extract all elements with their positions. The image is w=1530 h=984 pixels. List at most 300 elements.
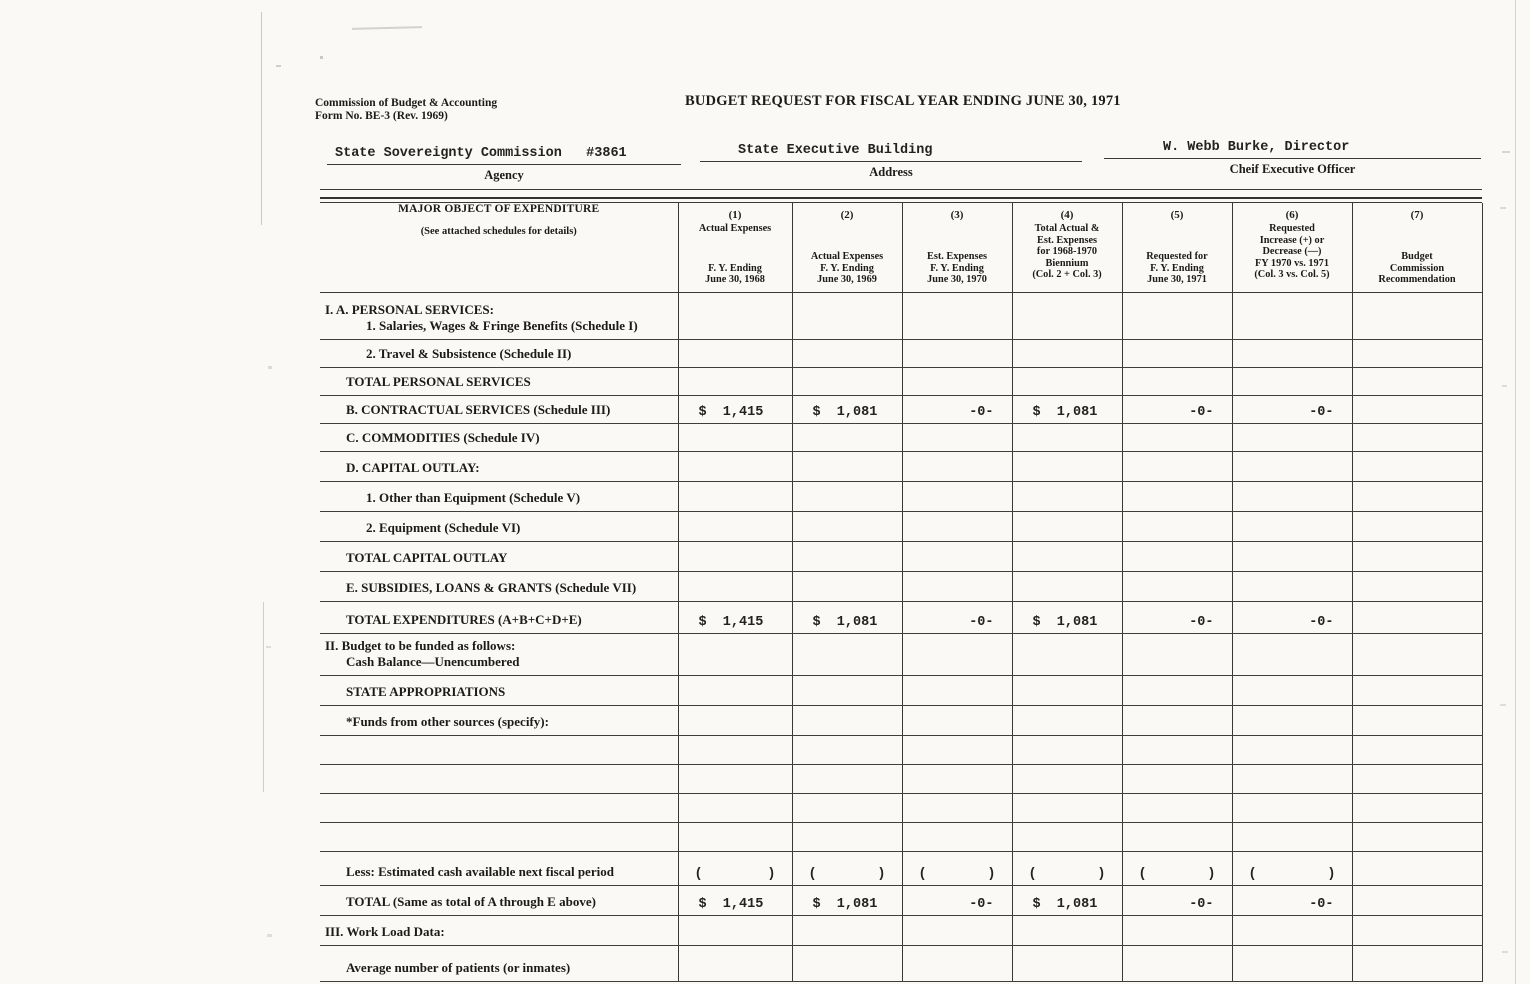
paren-entry: ( ) — [808, 867, 886, 882]
value-cell — [902, 823, 1012, 852]
paren-entry: ( ) — [1138, 867, 1216, 882]
value-cell — [902, 340, 1012, 368]
typed-amount: $ 1,081 — [1032, 405, 1098, 420]
value-cell — [1012, 765, 1122, 794]
value-cell — [678, 452, 792, 482]
value-cell — [792, 396, 902, 424]
value-cell — [678, 946, 792, 982]
paren-entry: ( ) — [1028, 867, 1106, 882]
column-header-line: (Col. 2 + Col. 3) — [1032, 269, 1102, 281]
agency-underline — [327, 164, 681, 165]
column-header-line: F. Y. Ending — [930, 262, 984, 274]
value-cell — [678, 542, 792, 572]
value-cell — [1122, 512, 1232, 542]
row-label-cell — [320, 424, 678, 452]
table-row — [320, 340, 1482, 368]
table-row — [320, 512, 1482, 542]
value-cell — [1122, 634, 1232, 676]
value-cell — [1012, 542, 1122, 572]
typed-amount: -0- — [969, 897, 994, 912]
value-cell — [678, 396, 792, 424]
value-cell — [1122, 916, 1232, 946]
column-header-line: FY 1970 vs. 1971 — [1255, 257, 1329, 269]
table-row — [320, 602, 1482, 634]
value-cell — [1352, 794, 1482, 823]
budget-table-body — [320, 293, 1482, 982]
value-cell — [792, 736, 902, 765]
column-header-2 — [792, 203, 902, 293]
column-number: (3) — [950, 209, 964, 221]
value-cell — [1012, 946, 1122, 982]
value-cell — [1012, 452, 1122, 482]
value-cell — [792, 602, 902, 634]
value-cell — [1012, 886, 1122, 916]
value-cell — [792, 946, 902, 982]
table-header-row — [320, 203, 1482, 293]
value-cell — [1232, 572, 1352, 602]
row-label-cell — [320, 852, 678, 886]
row-label: 2. Travel & Subsistence (Schedule II) — [366, 345, 572, 361]
row-label: STATE APPROPRIATIONS — [346, 683, 506, 699]
scan-artifact — [352, 26, 422, 30]
value-cell — [792, 293, 902, 340]
address-value: State Executive Building — [738, 143, 933, 158]
value-cell — [902, 794, 1012, 823]
value-cell — [902, 396, 1012, 424]
value-cell — [1232, 794, 1352, 823]
value-cell — [792, 823, 902, 852]
value-cell — [678, 886, 792, 916]
scan-artifact — [263, 602, 264, 792]
value-cell — [1122, 602, 1232, 634]
row-label-cell — [320, 368, 678, 396]
value-cell — [902, 602, 1012, 634]
value-cell — [792, 482, 902, 512]
row-label: II. Budget to be funded as follows: — [325, 638, 516, 654]
column-header-4 — [1012, 203, 1122, 293]
row-label: TOTAL PERSONAL SERVICES — [346, 373, 531, 389]
row-label: Cash Balance—Unencumbered — [346, 653, 520, 669]
scan-artifact — [1502, 951, 1508, 953]
value-cell — [1122, 794, 1232, 823]
value-cell — [792, 452, 902, 482]
column-number: (6) — [1285, 209, 1299, 221]
value-cell — [1232, 340, 1352, 368]
column-header-line: Est. Expenses — [926, 251, 988, 263]
typed-amount: $ 1,081 — [1032, 897, 1098, 912]
expenditure-header-title: MAJOR OBJECT OF EXPENDITURE — [398, 203, 600, 215]
value-cell — [1012, 368, 1122, 396]
typed-amount: -0- — [1309, 615, 1334, 630]
typed-amount: $ 1,081 — [812, 615, 878, 630]
value-cell — [1352, 602, 1482, 634]
value-cell — [678, 512, 792, 542]
value-cell — [1122, 424, 1232, 452]
value-cell — [1232, 852, 1352, 886]
value-cell — [1232, 512, 1352, 542]
row-label-cell — [320, 765, 678, 794]
table-row — [320, 794, 1482, 823]
budget-table-wrapper — [320, 197, 1482, 982]
row-label-cell — [320, 706, 678, 736]
value-cell — [1122, 452, 1232, 482]
typed-amount: $ 1,081 — [812, 405, 878, 420]
column-header-6 — [1232, 203, 1352, 293]
value-cell — [1232, 424, 1352, 452]
value-cell — [1012, 706, 1122, 736]
column-header-line: Actual Expenses — [810, 251, 884, 263]
value-cell — [1352, 634, 1482, 676]
value-cell — [678, 823, 792, 852]
scan-artifact — [1502, 385, 1507, 387]
column-header-line: Requested — [1269, 223, 1315, 234]
value-cell — [1232, 368, 1352, 396]
typed-amount: -0- — [1309, 897, 1334, 912]
value-cell — [792, 340, 902, 368]
value-cell — [1122, 482, 1232, 512]
value-cell — [1352, 542, 1482, 572]
row-label-cell — [320, 542, 678, 572]
form-number-line: Form No. BE-3 (Rev. 1969) — [315, 109, 448, 122]
value-cell — [1232, 482, 1352, 512]
column-header-3 — [902, 203, 1012, 293]
column-header-line: Budget — [1401, 251, 1433, 263]
value-cell — [1012, 634, 1122, 676]
table-row — [320, 368, 1482, 396]
row-label: *Funds from other sources (specify): — [346, 713, 549, 729]
value-cell — [1122, 293, 1232, 340]
value-cell — [902, 368, 1012, 396]
value-cell — [678, 706, 792, 736]
value-cell — [1012, 916, 1122, 946]
row-label: D. CAPITAL OUTLAY: — [346, 459, 480, 475]
scan-artifact — [1500, 207, 1506, 209]
row-label: 2. Equipment (Schedule VI) — [366, 519, 521, 535]
scan-artifact — [1502, 151, 1510, 153]
value-cell — [1352, 452, 1482, 482]
value-cell — [902, 676, 1012, 706]
row-label-cell — [320, 396, 678, 424]
value-cell — [1122, 368, 1232, 396]
form-identification — [315, 97, 497, 122]
column-header-line: Biennium — [1045, 257, 1089, 269]
table-row — [320, 916, 1482, 946]
value-cell — [678, 424, 792, 452]
table-row — [320, 886, 1482, 916]
value-cell — [1012, 736, 1122, 765]
value-cell — [1352, 765, 1482, 794]
column-header-line: June 30, 1968 — [705, 274, 765, 286]
value-cell — [1012, 602, 1122, 634]
header-separator-line — [320, 189, 1482, 190]
value-cell — [902, 293, 1012, 340]
typed-amount: -0- — [1189, 615, 1214, 630]
table-row — [320, 676, 1482, 706]
column-number: (5) — [1170, 209, 1184, 221]
officer-label: Cheif Executive Officer — [1229, 162, 1356, 176]
value-cell — [1232, 542, 1352, 572]
value-cell — [678, 293, 792, 340]
row-label: 1. Other than Equipment (Schedule V) — [366, 489, 581, 505]
value-cell — [1352, 676, 1482, 706]
value-cell — [1122, 765, 1232, 794]
value-cell — [1352, 852, 1482, 886]
value-cell — [1122, 542, 1232, 572]
row-label-cell — [320, 512, 678, 542]
table-row — [320, 452, 1482, 482]
row-label-cell — [320, 340, 678, 368]
value-cell — [792, 676, 902, 706]
value-cell — [792, 512, 902, 542]
column-header-line: F. Y. Ending — [820, 262, 874, 274]
value-cell — [1122, 706, 1232, 736]
value-cell — [1012, 676, 1122, 706]
table-row — [320, 572, 1482, 602]
value-cell — [1232, 634, 1352, 676]
column-header-line: Increase (+) or — [1259, 234, 1325, 246]
column-header-line: F. Y. Ending — [1150, 262, 1204, 274]
value-cell — [678, 602, 792, 634]
value-cell — [792, 368, 902, 396]
value-cell — [678, 736, 792, 765]
value-cell — [1122, 823, 1232, 852]
value-cell — [1232, 916, 1352, 946]
table-row — [320, 634, 1482, 676]
value-cell — [1352, 916, 1482, 946]
value-cell — [792, 542, 902, 572]
value-cell — [678, 765, 792, 794]
scan-artifact — [276, 65, 281, 67]
value-cell — [678, 916, 792, 946]
column-header-line: (Col. 3 vs. Col. 5) — [1254, 269, 1330, 281]
column-number: (4) — [1060, 209, 1074, 221]
address-label: Address — [869, 165, 913, 179]
value-cell — [1352, 706, 1482, 736]
column-header-line: Recommendation — [1378, 274, 1456, 286]
row-label-cell — [320, 886, 678, 916]
value-cell — [1012, 293, 1122, 340]
value-cell — [1012, 396, 1122, 424]
typed-amount: $ 1,081 — [1032, 615, 1098, 630]
value-cell — [1352, 512, 1482, 542]
value-cell — [1012, 340, 1122, 368]
table-row — [320, 736, 1482, 765]
column-number: (7) — [1410, 209, 1424, 221]
value-cell — [902, 424, 1012, 452]
value-cell — [1232, 823, 1352, 852]
value-cell — [1122, 886, 1232, 916]
value-cell — [1122, 396, 1232, 424]
value-cell — [792, 852, 902, 886]
value-cell — [1352, 340, 1482, 368]
row-label-cell — [320, 293, 678, 340]
value-cell — [902, 482, 1012, 512]
table-row — [320, 765, 1482, 794]
value-cell — [1122, 340, 1232, 368]
table-row — [320, 424, 1482, 452]
value-cell — [902, 946, 1012, 982]
row-label: TOTAL EXPENDITURES (A+B+C+D+E) — [346, 611, 582, 627]
value-cell — [678, 572, 792, 602]
value-cell — [792, 916, 902, 946]
row-label: E. SUBSIDIES, LOANS & GRANTS (Schedule VII) — [346, 579, 637, 595]
form-title: BUDGET REQUEST FOR FISCAL YEAR ENDING JUNE 30, 1971 — [685, 93, 1121, 109]
value-cell — [678, 634, 792, 676]
value-cell — [1012, 823, 1122, 852]
value-cell — [902, 572, 1012, 602]
column-header-line: for 1968-1970 — [1036, 246, 1098, 258]
agency-value: State Sovereignty Commission #3861 — [335, 146, 627, 161]
value-cell — [902, 852, 1012, 886]
row-label: 1. Salaries, Wages & Fringe Benefits (Schedule I) — [366, 317, 638, 333]
value-cell — [678, 676, 792, 706]
value-cell — [1122, 676, 1232, 706]
value-cell — [1352, 368, 1482, 396]
row-label-cell — [320, 794, 678, 823]
table-row — [320, 396, 1482, 424]
row-label: III. Work Load Data: — [325, 923, 445, 939]
column-header-line: June 30, 1969 — [817, 274, 877, 286]
value-cell — [678, 340, 792, 368]
form-source-line: Commission of Budget & Accounting — [315, 97, 498, 109]
paren-entry: ( ) — [694, 867, 776, 882]
value-cell — [1012, 512, 1122, 542]
value-cell — [1352, 823, 1482, 852]
scan-artifact — [266, 646, 271, 648]
value-cell — [1352, 424, 1482, 452]
value-cell — [792, 765, 902, 794]
scan-artifact — [261, 12, 262, 225]
column-header-line: Commission — [1389, 262, 1445, 274]
typed-amount: -0- — [1189, 897, 1214, 912]
value-cell — [792, 572, 902, 602]
value-cell — [1352, 293, 1482, 340]
value-cell — [902, 634, 1012, 676]
typed-amount: $ 1,415 — [698, 897, 764, 912]
column-number: (2) — [840, 209, 854, 221]
value-cell — [1122, 572, 1232, 602]
column-header-line: Decrease (—) — [1262, 246, 1322, 258]
value-cell — [1232, 736, 1352, 765]
value-cell — [1232, 396, 1352, 424]
officer-underline — [1104, 158, 1481, 159]
value-cell — [1122, 946, 1232, 982]
scan-artifact — [1500, 704, 1506, 706]
row-label: B. CONTRACTUAL SERVICES (Schedule III) — [346, 401, 611, 417]
column-header-line: June 30, 1971 — [1147, 274, 1207, 286]
value-cell — [678, 482, 792, 512]
value-cell — [902, 512, 1012, 542]
typed-amount: $ 1,415 — [698, 615, 764, 630]
typed-amount: $ 1,415 — [698, 405, 764, 420]
value-cell — [792, 794, 902, 823]
value-cell — [1352, 482, 1482, 512]
value-cell — [1352, 886, 1482, 916]
typed-amount: $ 1,081 — [812, 897, 878, 912]
value-cell — [1232, 706, 1352, 736]
value-cell — [1012, 572, 1122, 602]
row-label-cell — [320, 482, 678, 512]
row-label: Average number of patients (or inmates) — [346, 959, 571, 975]
value-cell — [792, 886, 902, 916]
row-label-cell — [320, 823, 678, 852]
value-cell — [902, 736, 1012, 765]
typed-amount: -0- — [1309, 405, 1334, 420]
value-cell — [1232, 602, 1352, 634]
paren-entry: ( ) — [1248, 867, 1336, 882]
value-cell — [902, 452, 1012, 482]
column-header-line: Requested for — [1146, 251, 1208, 263]
officer-value: W. Webb Burke, Director — [1163, 140, 1350, 155]
value-cell — [678, 368, 792, 396]
scan-artifact — [320, 56, 323, 59]
table-row — [320, 946, 1482, 982]
scan-artifact — [1515, 0, 1516, 984]
value-cell — [792, 706, 902, 736]
value-cell — [1012, 482, 1122, 512]
table-row — [320, 852, 1482, 886]
agency-label: Agency — [484, 168, 524, 182]
value-cell — [1352, 946, 1482, 982]
address-underline — [700, 161, 1082, 162]
value-cell — [1352, 736, 1482, 765]
column-header-line: Est. Expenses — [1036, 234, 1098, 246]
value-cell — [1012, 852, 1122, 886]
value-cell — [902, 765, 1012, 794]
value-cell — [1122, 852, 1232, 886]
row-label-cell — [320, 736, 678, 765]
value-cell — [1232, 676, 1352, 706]
paren-entry: ( ) — [918, 867, 996, 882]
table-row — [320, 482, 1482, 512]
value-cell — [1122, 736, 1232, 765]
value-cell — [1352, 572, 1482, 602]
row-label-cell — [320, 572, 678, 602]
expenditure-header-subtitle: (See attached schedules for details) — [420, 226, 577, 237]
row-label-cell — [320, 676, 678, 706]
column-number: (1) — [728, 209, 742, 221]
value-cell — [1352, 396, 1482, 424]
row-label-cell — [320, 452, 678, 482]
row-label-cell — [320, 634, 678, 676]
column-header-1 — [678, 203, 792, 293]
column-header-5 — [1122, 203, 1232, 293]
value-cell — [902, 706, 1012, 736]
row-label-cell — [320, 602, 678, 634]
value-cell — [678, 794, 792, 823]
budget-table — [320, 203, 1483, 982]
table-row — [320, 542, 1482, 572]
scan-artifact — [268, 366, 272, 369]
typed-amount: -0- — [969, 615, 994, 630]
column-header-expenditure — [320, 203, 678, 293]
value-cell — [1012, 424, 1122, 452]
column-header-line: June 30, 1970 — [927, 274, 987, 286]
typed-amount: -0- — [1189, 405, 1214, 420]
value-cell — [902, 542, 1012, 572]
row-label: TOTAL (Same as total of A through E above) — [346, 893, 596, 909]
value-cell — [902, 916, 1012, 946]
value-cell — [1232, 946, 1352, 982]
row-label: C. COMMODITIES (Schedule IV) — [346, 429, 540, 445]
scan-artifact — [267, 934, 272, 937]
table-row — [320, 823, 1482, 852]
row-label-cell — [320, 946, 678, 982]
row-label: Less: Estimated cash available next fiscal period — [346, 863, 614, 879]
row-label-cell — [320, 916, 678, 946]
value-cell — [1232, 452, 1352, 482]
row-label: I. A. PERSONAL SERVICES: — [325, 302, 494, 318]
